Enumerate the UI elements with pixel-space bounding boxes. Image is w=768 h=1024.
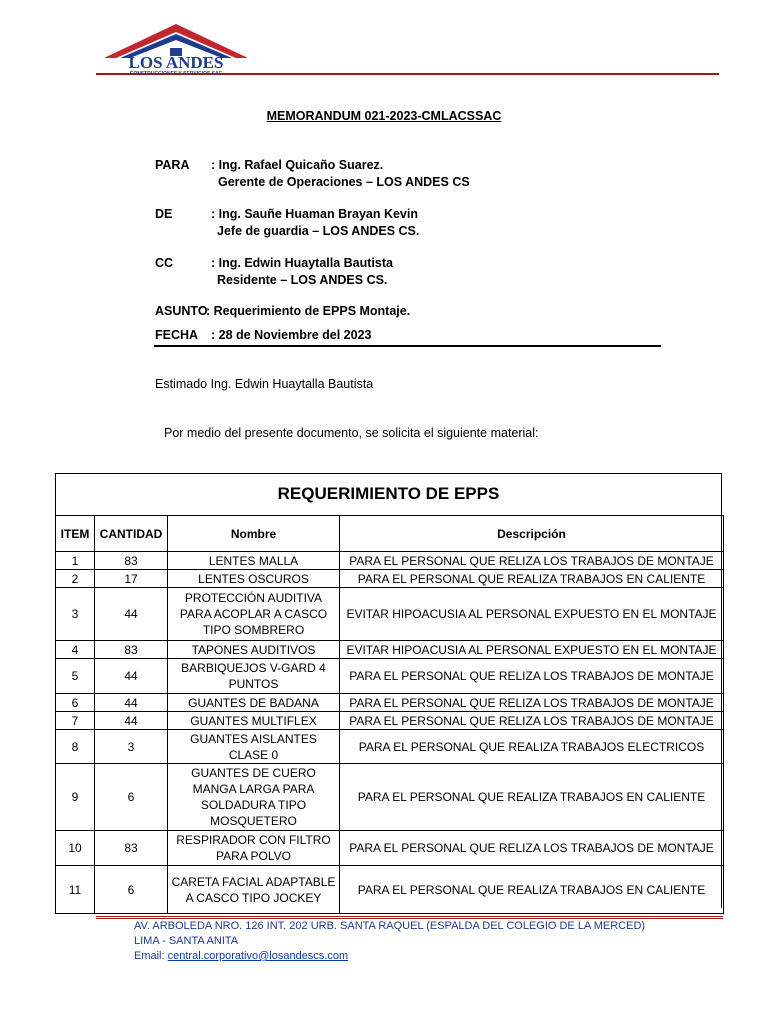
table-row [56,831,724,866]
table-body [56,552,724,914]
field-de-role: Jefe de guardia – LOS ANDES CS. [217,224,420,238]
cell-name: CARETA FACIAL ADAPTABLE A CASCO TIPO JOCKEY [168,866,340,914]
table-row [56,730,724,764]
cell-item: 4 [56,641,95,659]
field-fecha-label: FECHA [155,328,199,342]
cell-item: 7 [56,712,95,730]
cell-item: 6 [56,694,95,712]
cell-desc: PARA EL PERSONAL QUE RELIZA LOS TRABAJOS DE MONTAJE [340,659,724,694]
cell-desc: PARA EL PERSONAL QUE RELIZA LOS TRABAJOS DE MONTAJE [340,552,724,570]
table-row [56,866,724,914]
cell-qty: 44 [95,694,168,712]
cell-name: LENTES OSCUROS [168,570,340,588]
cell-name: GUANTES DE BADANA [168,694,340,712]
table-row [56,552,724,570]
footer-rule [96,916,723,917]
field-de-value: : Ing. Sauñe Huaman Brayan Kevin [211,207,418,221]
cell-item: 2 [56,570,95,588]
cell-desc: PARA EL PERSONAL QUE REALIZA TRABAJOS EN CALIENTE [340,570,724,588]
col-item-header: ITEM [56,516,95,552]
col-qty-header: CANTIDAD [95,516,168,552]
cell-desc: PARA EL PERSONAL QUE RELIZA LOS TRABAJOS DE MONTAJE [340,694,724,712]
cell-qty: 44 [95,659,168,694]
cell-name: LENTES MALLA [168,552,340,570]
cell-desc: PARA EL PERSONAL QUE REALIZA TRABAJOS EN CALIENTE [340,866,724,914]
header-divider [154,345,661,347]
table-row [56,712,724,730]
header-rule [96,73,719,75]
cell-name: GUANTES AISLANTES CLASE 0 [168,730,340,764]
col-desc-header: Descripción [340,516,724,552]
cell-qty: 83 [95,641,168,659]
memo-title: MEMORANDUM 021-2023-CMLACSSAC [266,109,502,123]
greeting: Estimado Ing. Edwin Huaytalla Bautista [155,377,374,391]
cell-item: 9 [56,764,95,831]
intro-text: Por medio del presente documento, se solicita el siguiente material: [164,426,539,440]
field-asunto-label: ASUNTO [155,304,208,318]
table-row [56,659,724,694]
cell-qty: 6 [95,866,168,914]
cell-qty: 83 [95,552,168,570]
cell-qty: 17 [95,570,168,588]
table-row [56,764,724,831]
footer-email-link[interactable]: central.corporativo@losandescs.com [167,950,349,962]
company-logo [96,20,256,76]
cell-name: TAPONES AUDITIVOS [168,641,340,659]
field-de-label: DE [155,207,173,221]
field-para-role: Gerente de Operaciones – LOS ANDES CS [218,175,470,189]
field-para-label: PARA [155,158,190,172]
cell-item: 5 [56,659,95,694]
cell-item: 3 [56,588,95,641]
field-fecha-value: : 28 de Noviembre del 2023 [211,328,372,342]
cell-qty: 3 [95,730,168,764]
cell-name: BARBIQUEJOS V-GARD 4 PUNTOS [168,659,340,694]
requirement-title: REQUERIMIENTO DE EPPS [277,484,500,503]
cell-desc: PARA EL PERSONAL QUE REALIZA TRABAJOS ELECTRICOS [340,730,724,764]
cell-qty: 83 [95,831,168,866]
cell-qty: 6 [95,764,168,831]
footer-city: LIMA - SANTA ANITA [134,935,239,947]
cell-desc: EVITAR HIPOACUSIA AL PERSONAL EXPUESTO EN EL MONTAJE [340,641,724,659]
table-row [56,641,724,659]
field-para-value: : Ing. Rafael Quicaño Suarez. [211,158,384,172]
cell-qty: 44 [95,712,168,730]
field-cc-value: : Ing. Edwin Huaytalla Bautista [211,256,393,270]
cell-name: GUANTES DE CUERO MANGA LARGA PARA SOLDADURA TIPO MOSQUETERO [168,764,340,831]
cell-desc: PARA EL PERSONAL QUE RELIZA LOS TRABAJOS DE MONTAJE [340,831,724,866]
cell-desc: EVITAR HIPOACUSIA AL PERSONAL EXPUESTO EN EL MONTAJE [340,588,724,641]
cell-desc: PARA EL PERSONAL QUE REALIZA TRABAJOS EN CALIENTE [340,764,724,831]
field-cc-role: Residente – LOS ANDES CS. [217,273,388,287]
requirement-table [55,515,724,914]
table-header-row [56,516,724,552]
cell-item: 8 [56,730,95,764]
cell-name: RESPIRADOR CON FILTRO PARA POLVO [168,831,340,866]
field-asunto-value: : Requerimiento de EPPS Montaje. [206,304,411,318]
field-cc-label: CC [155,256,174,270]
footer-rule-secondary [96,918,723,919]
cell-qty: 44 [95,588,168,641]
svg-text:LOS ANDES: LOS ANDES [128,53,224,72]
cell-desc: PARA EL PERSONAL QUE RELIZA LOS TRABAJOS DE MONTAJE [340,712,724,730]
cell-item: 10 [56,831,95,866]
table-row [56,588,724,641]
cell-name: GUANTES MULTIFLEX [168,712,340,730]
footer-address: AV. ARBOLEDA NRO. 126 INT. 202 URB. SANTA RAQUEL (ESPALDA DEL COLEGIO DE LA MERCED) [134,920,646,932]
cell-item: 11 [56,866,95,914]
table-row [56,570,724,588]
footer-email [134,950,348,962]
footer-email-label: Email: [134,950,168,962]
cell-name: PROTECCIÓN AUDITIVA PARA ACOPLAR A CASCO TIPO SOMBRERO [168,588,340,641]
col-name-header: Nombre [168,516,340,552]
cell-item: 1 [56,552,95,570]
table-row [56,694,724,712]
